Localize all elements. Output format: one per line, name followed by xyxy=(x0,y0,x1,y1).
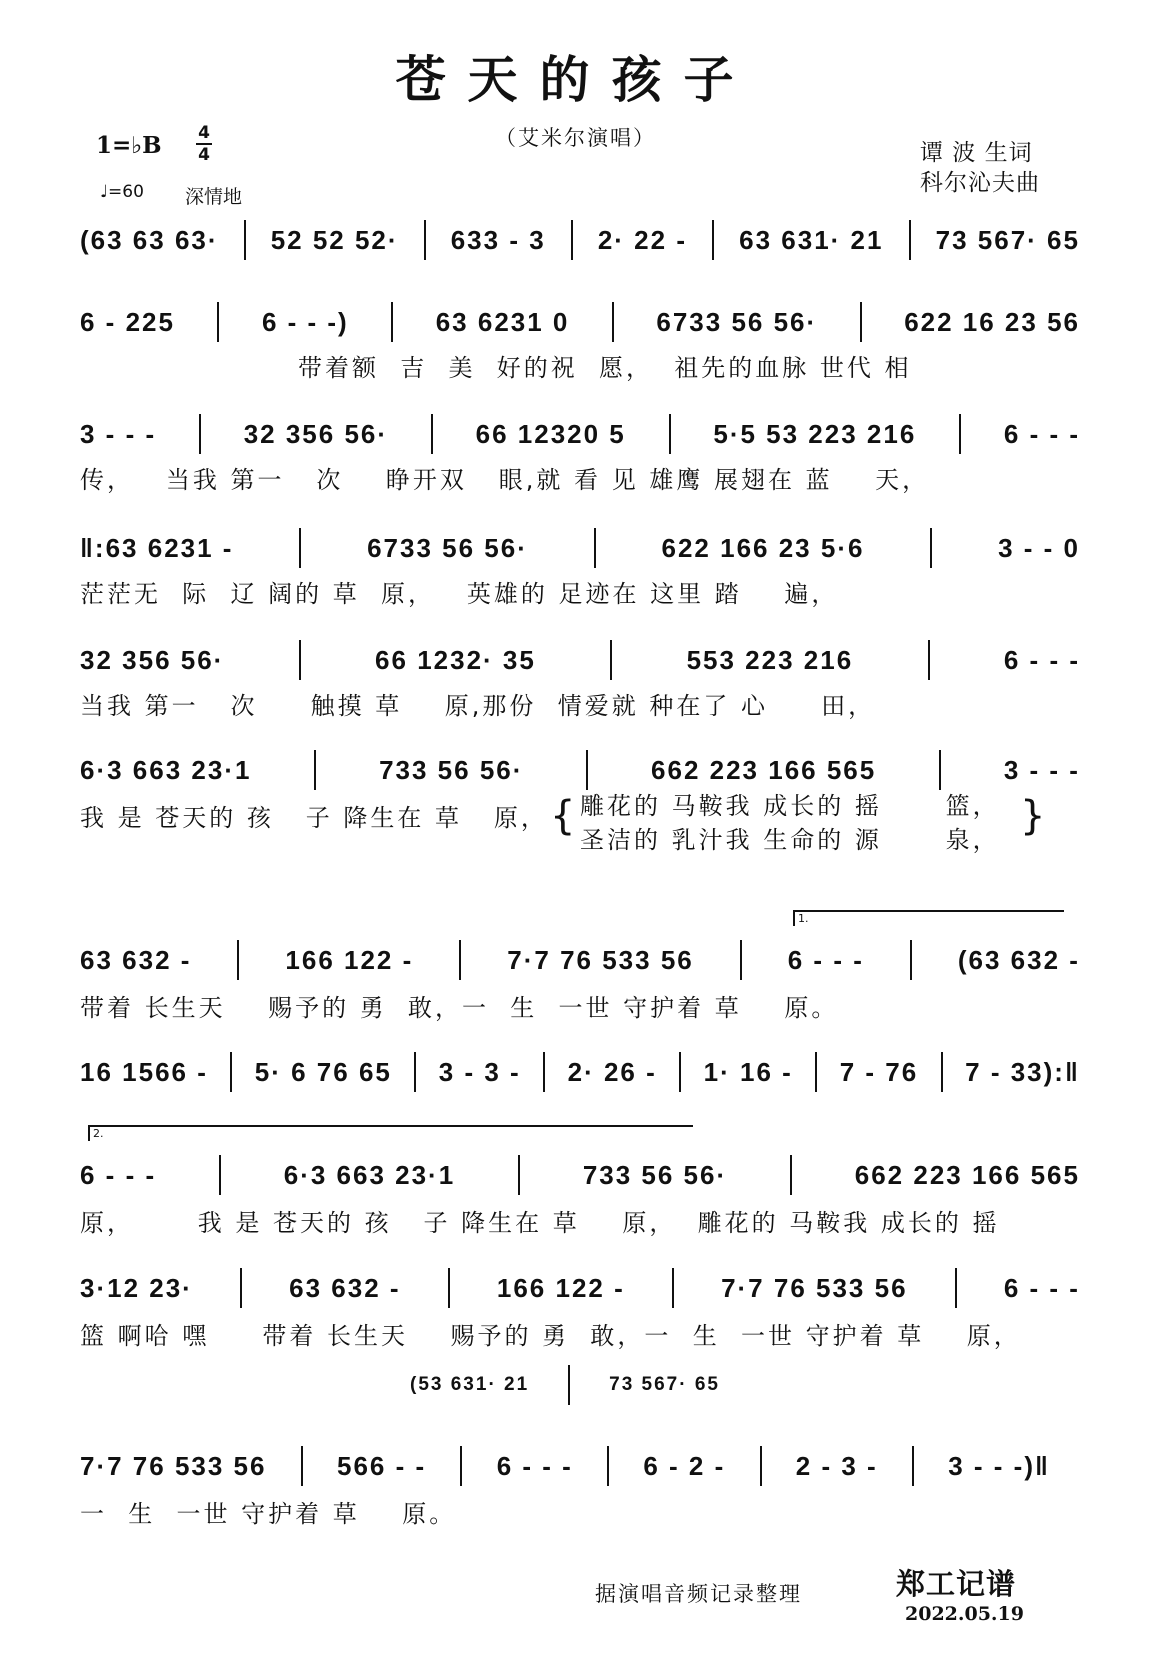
performer-line: （艾米尔演唱） xyxy=(495,126,656,150)
transcription-date: 2022.05.19 xyxy=(905,1603,1024,1625)
first-ending-bracket: 1. xyxy=(793,910,1064,926)
barline xyxy=(586,750,588,790)
lyric-line: 带着额 吉 美 好的祝 愿， 祖先的血脉 世代 相 xyxy=(298,354,912,382)
barline xyxy=(414,1052,416,1092)
measure: 6 - 2 - xyxy=(643,1450,726,1481)
barline xyxy=(301,1446,303,1486)
measure: 6 - - - xyxy=(80,1159,157,1190)
measure: 7 - 33):‖ xyxy=(965,1056,1080,1087)
measure: 6 - - - xyxy=(1003,418,1080,449)
lyric-line: 篮 啊哈 嘿 带着 长生天 赐予的 勇 敢，一 生 一世 守护着 草 原， xyxy=(80,1322,1021,1350)
composer-credit: 科尔沁夫曲 xyxy=(920,170,1040,196)
measure: 6733 56 56· xyxy=(367,532,528,563)
notation-line xyxy=(80,300,1080,344)
measure: 7·7 76 533 56 xyxy=(80,1450,267,1481)
measure: 3 - 3 - xyxy=(438,1056,521,1087)
measure: 66 12320 5 xyxy=(475,418,626,449)
barline xyxy=(959,414,961,454)
barline xyxy=(610,640,612,680)
transcription-note: 据演唱音频记录整理 xyxy=(595,1582,802,1606)
measure: 166 122 - xyxy=(496,1272,625,1303)
barline xyxy=(391,302,393,342)
measure: 6 - - - xyxy=(1003,644,1080,675)
measure: 3·12 23· xyxy=(80,1272,193,1303)
meter-bottom: 4 xyxy=(198,145,210,165)
notation-line xyxy=(80,1153,1080,1197)
barline xyxy=(299,640,301,680)
barline xyxy=(909,220,911,260)
barline xyxy=(431,414,433,454)
measure: 3 - - 0 xyxy=(998,532,1080,563)
measure: 7·7 76 533 56 xyxy=(721,1272,908,1303)
barline xyxy=(459,940,461,980)
measure: 166 122 - xyxy=(285,944,414,975)
lyric-brace-left: { xyxy=(550,793,579,839)
lyric-verse-2: 圣洁的 乳汁我 生命的 源 泉， xyxy=(580,826,1000,854)
measure: 32 356 56· xyxy=(80,644,225,675)
lyric-line: 一 生 一世 守护着 草 原。 xyxy=(80,1500,457,1528)
barline xyxy=(460,1446,462,1486)
measure: 733 56 56· xyxy=(582,1159,728,1190)
measure: 73 567· 65 xyxy=(609,1374,720,1395)
measure: 7·7 76 533 56 xyxy=(507,944,694,975)
second-ending-bracket: 2. xyxy=(88,1125,693,1141)
lyric-brace-right: } xyxy=(1020,793,1049,839)
notation-line xyxy=(80,218,1080,262)
measure: 622 16 23 56 xyxy=(904,306,1080,337)
measure: 662 223 166 565 xyxy=(651,754,877,785)
measure: 6 - - -) xyxy=(261,306,349,337)
notation-line xyxy=(80,938,1080,982)
measure: 3 - - - xyxy=(80,418,157,449)
barline xyxy=(230,1052,232,1092)
barline xyxy=(939,750,941,790)
barline xyxy=(594,528,596,568)
barline xyxy=(941,1052,943,1092)
measure: (53 631· 21 xyxy=(410,1374,530,1395)
measure: 63 631· 21 xyxy=(739,224,884,255)
barline xyxy=(607,1446,609,1486)
barline xyxy=(672,1268,674,1308)
measure: 63 6231 0 xyxy=(435,306,570,337)
barline xyxy=(448,1268,450,1308)
measure: 52 52 52· xyxy=(270,224,399,255)
measure: 553 223 216 xyxy=(686,644,854,675)
notation-line xyxy=(80,1050,1080,1094)
measure: 662 223 166 565 xyxy=(854,1159,1080,1190)
barline xyxy=(955,1268,957,1308)
measure: 6 - - - xyxy=(496,1450,573,1481)
measure: 1· 16 - xyxy=(703,1056,793,1087)
measure: 16 1566 - xyxy=(80,1056,208,1087)
barline xyxy=(910,940,912,980)
barline xyxy=(240,1268,242,1308)
instrumental-cue xyxy=(410,1368,720,1402)
song-title: 苍天的孩子 xyxy=(395,50,756,109)
notation-line xyxy=(80,526,1080,570)
measure: 2 - 3 - xyxy=(795,1450,878,1481)
notation-line xyxy=(80,1266,1080,1310)
measure: 6·3 663 23·1 xyxy=(283,1159,456,1190)
expression-mark: 深情地 xyxy=(185,186,243,208)
measure: (63 632 - xyxy=(957,944,1080,975)
barline xyxy=(244,220,246,260)
measure: 6 - 225 xyxy=(80,306,175,337)
measure: 2· 22 - xyxy=(597,224,687,255)
lyric-line: 带着 长生天 赐予的 勇 敢，一 生 一世 守护着 草 原。 xyxy=(80,994,839,1022)
lyric-line: 茫茫无 际 辽 阔的 草 原， 英雄的 足迹在 这里 踏 遍， xyxy=(80,580,839,608)
measure: (63 63 63· xyxy=(80,224,219,255)
measure: 733 56 56· xyxy=(379,754,524,785)
measure: 566 - - xyxy=(337,1450,427,1481)
measure: 5·5 53 223 216 xyxy=(713,418,917,449)
barline xyxy=(571,220,573,260)
barline xyxy=(424,220,426,260)
key-signature: 1=♭B xyxy=(96,132,162,159)
lyricist-credit: 谭 波 生词 xyxy=(920,140,1033,166)
lyric-line: 我 是 苍天的 孩 子 降生在 草 原， xyxy=(80,804,548,832)
transcriber-brand: 郑工记谱 xyxy=(896,1567,1017,1601)
lyric-line: 原， 我 是 苍天的 孩 子 降生在 草 原， 雕花的 马鞍我 成长的 摇 xyxy=(80,1209,1000,1237)
barline xyxy=(760,1446,762,1486)
barline xyxy=(712,220,714,260)
barline xyxy=(612,302,614,342)
barline xyxy=(930,528,932,568)
barline xyxy=(860,302,862,342)
measure: 6·3 663 23·1 xyxy=(80,754,252,785)
barline xyxy=(543,1052,545,1092)
measure: 32 356 56· xyxy=(243,418,389,449)
measure: 3 - - -)‖ xyxy=(948,1450,1050,1481)
lyric-verse-1: 雕花的 马鞍我 成长的 摇 篮， xyxy=(580,792,1000,820)
barline xyxy=(217,302,219,342)
measure: 73 567· 65 xyxy=(935,224,1080,255)
barline xyxy=(928,640,930,680)
measure: 622 166 23 5·6 xyxy=(661,532,865,563)
barline xyxy=(219,1155,221,1195)
measure: 3 - - - xyxy=(1003,754,1080,785)
barline xyxy=(790,1155,792,1195)
measure: 6 - - - xyxy=(1003,1272,1080,1303)
lyric-line: 当我 第一 次 触摸 草 原,那份 情爱就 种在了 心 田， xyxy=(80,692,876,720)
measure: ‖:63 6231 - xyxy=(80,532,234,563)
barline xyxy=(568,1365,570,1405)
measure: 66 1232· 35 xyxy=(375,644,536,675)
barline xyxy=(679,1052,681,1092)
lyric-line: 传， 当我 第一 次 睁开双 眼,就 看 见 雄鹰 展翅在 蓝 天， xyxy=(80,466,930,494)
notation-line xyxy=(80,412,1080,456)
measure: 63 632 - xyxy=(289,1272,401,1303)
measure: 633 - 3 xyxy=(450,224,546,255)
tempo-mark: ♩=60 xyxy=(100,182,144,202)
barline xyxy=(815,1052,817,1092)
barline xyxy=(314,750,316,790)
measure: 7 - 76 xyxy=(839,1056,919,1087)
measure: 2· 26 - xyxy=(567,1056,657,1087)
meter-top: 4 xyxy=(198,123,210,143)
barline xyxy=(237,940,239,980)
barline xyxy=(669,414,671,454)
notation-line xyxy=(80,638,1080,682)
notation-line xyxy=(80,1444,1050,1488)
barline xyxy=(912,1446,914,1486)
measure: 6 - - - xyxy=(787,944,864,975)
barline xyxy=(299,528,301,568)
measure: 5· 6 76 65 xyxy=(254,1056,392,1087)
barline xyxy=(199,414,201,454)
measure: 6733 56 56· xyxy=(656,306,818,337)
barline xyxy=(518,1155,520,1195)
time-signature xyxy=(196,124,212,164)
barline xyxy=(740,940,742,980)
measure: 63 632 - xyxy=(80,944,192,975)
